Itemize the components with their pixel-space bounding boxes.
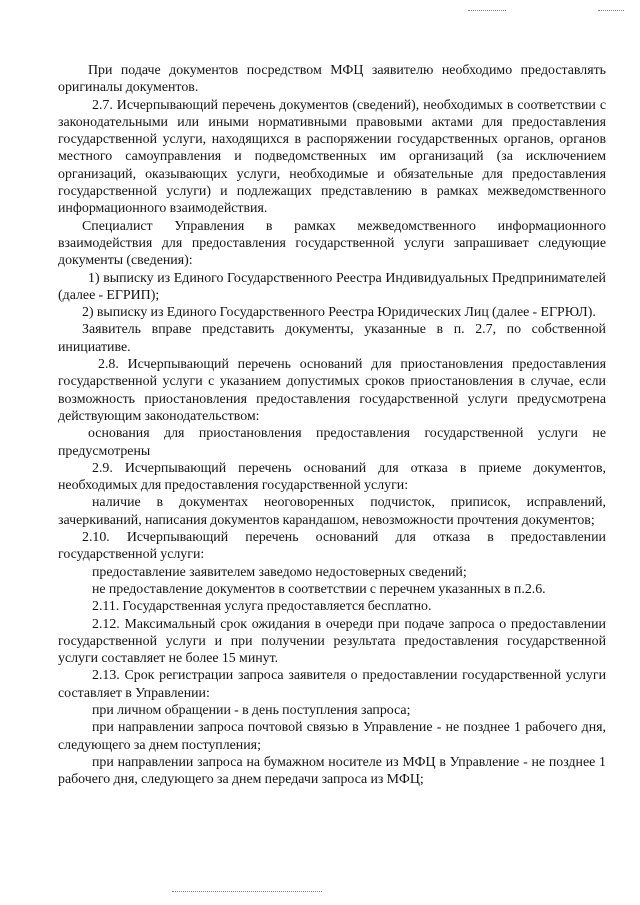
- paragraph-2-12: 2.12. Максимальный срок ожидания в очереди при подаче запроса о предоставлении государственной услуги и при получении результата предоставления государственной услуги составляет не более 15 минут.: [58, 616, 606, 667]
- paragraph-2-9: 2.9. Исчерпывающий перечень оснований для отказа в приеме документов, необходимых для предоставления государственной услуги:: [58, 460, 606, 494]
- paragraph-egrip: 1) выписку из Единого Государственного Реестра Индивидуальных Предпринимателей (далее - ЕГРИП);: [58, 270, 606, 303]
- paragraph-mfc-paper-request: при направлении запроса на бумажном носителе из МФЦ в Управление - не позднее 1 рабочего дня, следующего за днем передачи запроса из МФЦ;: [58, 754, 606, 788]
- paragraph-2-10: 2.10. Исчерпывающий перечень оснований для отказа в предоставлении государственной услуги:: [58, 530, 606, 563]
- paragraph-missing-docs: не предоставление документов в соответствии с перечнем указанных в п.2.6.: [92, 581, 546, 597]
- paragraph-2-13: 2.13. Срок регистрации запроса заявителя о предоставлении государственной услуги составляет в Управлении:: [58, 668, 606, 701]
- document-page: [58, 62, 606, 788]
- scan-artifact-bottom: [172, 891, 322, 892]
- paragraph-personal-visit: при личном обращении - в день поступления запроса;: [92, 702, 411, 718]
- paragraph-mfc-originals: При подаче документов посредством МФЦ заявителю необходимо предоставлять оригиналы документов.: [58, 63, 606, 96]
- paragraph-egryul: 2) выписку из Единого Государственного Реестра Юридических Лиц (далее - ЕГРЮЛ).: [82, 305, 596, 321]
- paragraph-2-11: 2.11. Государственная услуга предоставляется бесплатно.: [92, 599, 432, 615]
- scan-artifact-top-right: [598, 10, 624, 11]
- paragraph-false-info: предоставление заявителем заведомо недостоверных сведений;: [92, 564, 467, 580]
- paragraph-2-8: 2.8. Исчерпывающий перечень оснований для приостановления предоставления государственной услуги с указанием допустимых сроков приостановления в случае, если возможность приостановления предоставления государственной услуги предусмотрена действующим законодательством:: [58, 357, 606, 424]
- paragraph-suspension-grounds: основания для приостановления предоставления государственной услуги не предусмотрены: [58, 426, 606, 459]
- paragraph-2-7: 2.7. Исчерпывающий перечень документов (сведений), необходимых в соответствии с законодательными или иными нормативными правовыми актами для предоставления государственной услуги, находящихся в распоряжении государственных органов, органов местного самоуправления и подведомственных им организаций (за исключением организаций, оказывающих услуги, необходимые и обязательные для предоставления государственной услуги) и подлежащих представлению в рамках межведомственного информационного взаимодействия.: [58, 97, 606, 217]
- paragraph-postal-request: при направлении запроса почтовой связью в Управление - не позднее 1 рабочего дня, следующего за днем поступления;: [58, 720, 606, 753]
- paragraph-specialist-requests: Специалист Управления в рамках межведомственного информационного взаимодействия для предоставления государственной услуги запрашивает следующие документы (сведения):: [58, 218, 606, 269]
- scan-artifact-top: [468, 10, 506, 11]
- paragraph-own-initiative: Заявитель вправе представить документы, указанные в п. 2.7, по собственной инициативе.: [58, 322, 606, 355]
- paragraph-refusal-docs: наличие в документах неоговоренных подчисток, приписок, исправлений, зачеркиваний, написания документов карандашом, невозможности прочтения документов;: [58, 495, 606, 528]
